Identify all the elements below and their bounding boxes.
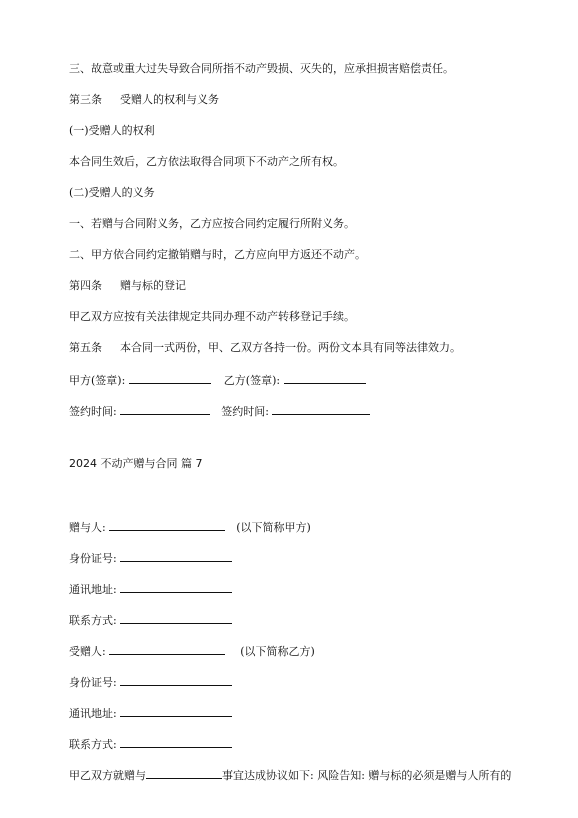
donee-address-row <box>69 705 232 721</box>
duties-heading: (二)受赠人的义务 <box>69 186 155 199</box>
party-a-sign-label: 甲方(签章): <box>69 374 126 387</box>
donee-address-label: 通讯地址: <box>69 707 117 720</box>
gift-subject-blank <box>146 767 222 779</box>
donor-label: 赠与人: <box>69 521 106 534</box>
sign-date-row <box>69 403 370 419</box>
article-3-title: 受赠人的权利与义务 <box>120 93 219 106</box>
party-b-sign-blank <box>284 372 366 384</box>
article-3-label: 第三条 <box>69 93 102 106</box>
donor-id-row <box>69 550 232 566</box>
article-3-heading <box>69 93 219 107</box>
donor-row <box>69 519 311 535</box>
duty-1: 一、若赠与合同附义务，乙方应按合同约定履行所附义务。 <box>69 217 355 230</box>
donor-address-blank <box>120 581 232 593</box>
donee-label: 受赠人: <box>69 645 106 658</box>
donor-contact-row <box>69 612 232 628</box>
donor-contact-label: 联系方式: <box>69 614 117 627</box>
rights-heading: (一)受赠人的权利 <box>69 124 155 137</box>
date-a-blank <box>120 403 210 415</box>
article-5-text: 本合同一式两份，甲、乙双方各持一份。两份文本具有同等法律效力。 <box>120 341 461 354</box>
donee-id-blank <box>120 674 232 686</box>
donor-id-label: 身份证号: <box>69 552 117 565</box>
agreement-intro <box>69 767 511 783</box>
donee-suffix: (以下简称乙方) <box>240 645 315 658</box>
donee-id-row <box>69 674 232 690</box>
article-4-text: 甲乙双方应按有关法律规定共同办理不动产转移登记手续。 <box>69 310 355 323</box>
article-4-heading <box>69 279 186 293</box>
donor-address-label: 通讯地址: <box>69 583 117 596</box>
agreement-prefix: 甲乙双方就赠与 <box>69 769 146 782</box>
donee-contact-label: 联系方式: <box>69 738 117 751</box>
donee-name-blank <box>109 643 225 655</box>
donee-contact-row <box>69 736 232 752</box>
agreement-suffix: 事宜达成协议如下: 风险告知: 赠与标的必须是赠与人所有的 <box>222 769 512 782</box>
donee-contact-blank <box>120 736 232 748</box>
date-a-label: 签约时间: <box>69 405 117 418</box>
article-5 <box>69 341 461 355</box>
donee-id-label: 身份证号: <box>69 676 117 689</box>
liability-clause-3: 三、故意或重大过失导致合同所指不动产毁损、灭失的，应承担损害赔偿责任。 <box>69 62 454 75</box>
rights-text: 本合同生效后，乙方依法取得合同项下不动产之所有权。 <box>69 155 344 168</box>
donor-name-blank <box>109 519 225 531</box>
donor-id-blank <box>120 550 232 562</box>
donor-contact-blank <box>120 612 232 624</box>
donor-address-row <box>69 581 232 597</box>
party-a-sign-blank <box>129 372 211 384</box>
donee-row <box>69 643 315 659</box>
donee-address-blank <box>120 705 232 717</box>
article-5-label: 第五条 <box>69 341 102 354</box>
donor-suffix: (以下简称甲方) <box>236 521 311 534</box>
date-b-blank <box>272 403 370 415</box>
date-b-label: 签约时间: <box>221 405 269 418</box>
article-4-title: 赠与标的登记 <box>120 279 186 292</box>
party-b-sign-label: 乙方(签章): <box>223 374 281 387</box>
signature-row <box>69 372 366 388</box>
contract-7-title: 2024 不动产赠与合同 篇 7 <box>69 457 203 470</box>
duty-2: 二、甲方依合同约定撤销赠与时，乙方应向甲方返还不动产。 <box>69 248 366 261</box>
article-4-label: 第四条 <box>69 279 102 292</box>
